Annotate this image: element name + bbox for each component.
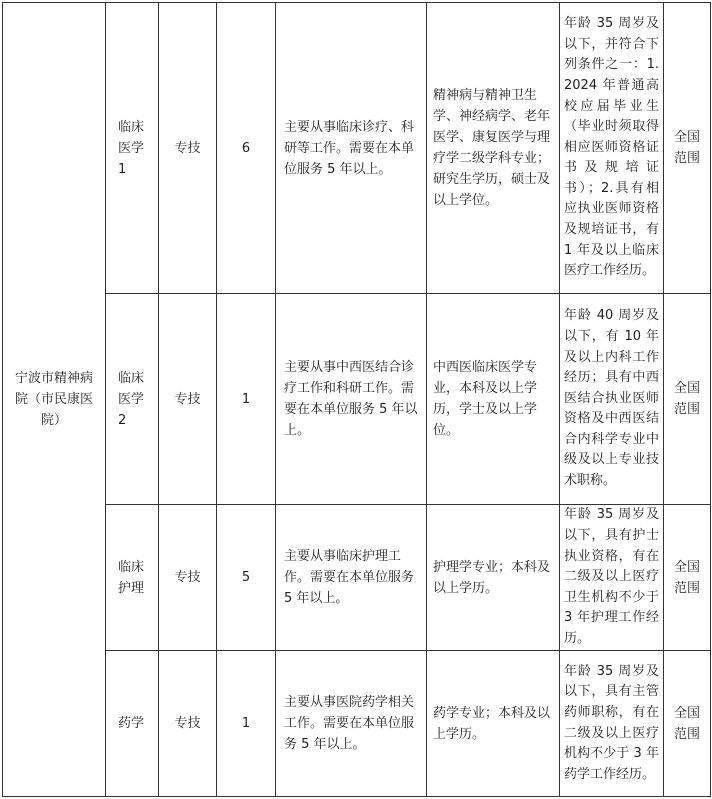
major-requirement: 护理学专业；本科及以上学历。 [427, 505, 560, 651]
position-category: 专技 [159, 3, 217, 294]
major-requirement: 中西医临床医学专业，本科及以上学历，学士及以上学位。 [427, 294, 560, 505]
job-duty: 主要从事医院药学相关工作。需要在本单位服务 5 年以上。 [276, 651, 427, 797]
recruitment-table [2, 2, 711, 797]
position-name: 药学 [106, 651, 159, 797]
table-row [3, 651, 711, 797]
hiring-count: 1 [217, 294, 276, 505]
table-row [3, 3, 711, 294]
position-name: 临床医学1 [106, 3, 159, 294]
table-row [3, 294, 711, 505]
major-requirement: 精神病与精神卫生学、神经病学、老年医学、康复医学与理疗学二级学科专业；研究生学历，硕士及以上学位。 [427, 3, 560, 294]
recruit-scope: 全国范围 [664, 294, 711, 505]
position-category: 专技 [159, 294, 217, 505]
hiring-count: 5 [217, 505, 276, 651]
recruit-scope: 全国范围 [664, 505, 711, 651]
recruit-scope: 全国范围 [664, 651, 711, 797]
other-conditions: 年龄 35 周岁及以下，具有护士执业资格，有在二级及以上医疗卫生机构不少于 3 年护理工作经历。 [560, 505, 664, 651]
position-name: 临床护理 [106, 505, 159, 651]
hiring-count: 6 [217, 3, 276, 294]
major-requirement: 药学专业；本科及以上学历。 [427, 651, 560, 797]
other-conditions: 年龄 40 周岁及以下，有 10 年及以上内科工作经历；具有中西医结合执业医师资格及中西医结合内科学专业中级及以上专业技术职称。 [560, 294, 664, 505]
job-duty: 主要从事临床护理工作。需要在本单位服务 5 年以上。 [276, 505, 427, 651]
employer-cell: 宁波市精神病院（市民康医院） [3, 3, 106, 797]
recruit-scope: 全国范围 [664, 3, 711, 294]
other-conditions: 年龄 35 周岁及以下，并符合下列条件之一：1.2024 年普通高校应届毕业生（毕业时须取得相应医师资格证书及规培证书）；2.具有相应执业医师资格及规培证书，有 1 年及以上临床医疗工作经历。 [560, 3, 664, 294]
job-duty: 主要从事临床诊疗、科研等工作。需要在本单位服务 5 年以上。 [276, 3, 427, 294]
hiring-count: 1 [217, 651, 276, 797]
table-row [3, 505, 711, 651]
job-duty: 主要从事中西医结合诊疗工作和科研工作。需要在本单位服务 5 年以上。 [276, 294, 427, 505]
position-category: 专技 [159, 505, 217, 651]
position-name: 临床医学2 [106, 294, 159, 505]
position-category: 专技 [159, 651, 217, 797]
other-conditions: 年龄 35 周岁及以下，具有主管药师职称，有在二级及以上医疗机构不少于 3 年药学工作经历。 [560, 651, 664, 797]
